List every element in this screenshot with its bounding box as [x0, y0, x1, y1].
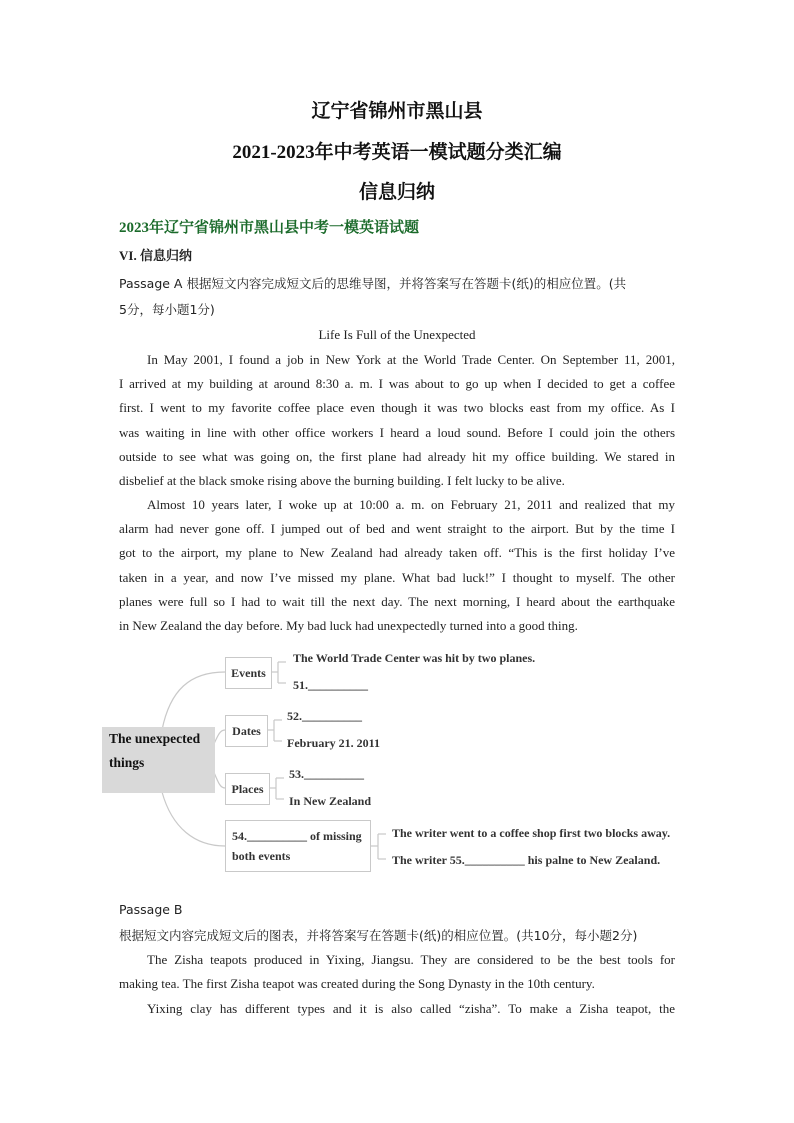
- text-line: I arrived at my building at around 8:30 a. m. I was about to go up when I decided to get a coffee: [119, 376, 675, 392]
- mind-map-root-line: things: [109, 755, 145, 770]
- text-line: The Zisha teapots produced in Yixing, Jiangsu. They are considered to be the best tools for: [147, 952, 675, 967]
- mind-map-node-dates: Dates: [225, 715, 268, 747]
- text-line: disbelief at the black smoke rising above the burning building. I felt lucky to be alive.: [119, 473, 565, 489]
- text-line: alarm had never gone off. I jumped out of bed and went straight to the airport. But by the time I: [119, 521, 675, 537]
- text-line: planes were full so I had to wait till the next day. The next morning, I heard about the earthquake: [119, 593, 675, 609]
- mind-map-blank-52: 52.__________: [287, 709, 362, 723]
- passage-a-instruction-cont: 5分，每小题1分): [119, 302, 215, 317]
- doc-title-region: 辽宁省锦州市黑山县: [311, 101, 483, 122]
- text-line: taken in a year, and now I’ve missed my plane. What bad luck!” I thought to myself. The other: [119, 569, 675, 585]
- text-line: Almost 10 years later, I woke up at 10:00 a. m. on February 21, 2011 and realized that my: [147, 497, 675, 512]
- mind-map-root: [102, 727, 215, 793]
- text-line: Yixing clay has different types and it is also called “zisha”. To make a Zisha teapot, the: [147, 1001, 675, 1016]
- mind-map-blank-51: 51.__________: [293, 678, 368, 692]
- mind-map-node-missing-line: both events: [232, 849, 291, 863]
- passage-b-paragraph-1: [119, 948, 675, 996]
- mind-map-blank-55: The writer 55.__________ his palne to New Zealand.: [392, 853, 661, 867]
- section-heading: 2023年辽宁省锦州市黑山县中考一模英语试题: [119, 220, 420, 236]
- mind-map-leaf: The writer went to a coffee shop first two blocks away.: [392, 826, 671, 840]
- passage-b-instruction: 根据短文内容完成短文后的图表，并将答案写在答题卡(纸)的相应位置。(共10分，每小题2分): [119, 928, 638, 943]
- mind-map-leaf: In New Zealand: [289, 794, 372, 808]
- mind-map-leaf: February 21. 2011: [287, 736, 380, 750]
- mind-map-leaf: The World Trade Center was hit by two planes.: [293, 651, 536, 665]
- passage-a-instruction: Passage A 根据短文内容完成短文后的思维导图，并将答案写在答题卡(纸)的相应位置。(共: [119, 276, 627, 291]
- mind-map-node-events: Events: [225, 657, 272, 689]
- text-line: making tea. The first Zisha teapot was created during the Song Dynasty in the 10th century.: [119, 976, 595, 992]
- text-line: In May 2001, I found a job in New York at the World Trade Center. On September 11, 2001,: [147, 352, 675, 367]
- mind-map-blank-53: 53.__________: [289, 767, 364, 781]
- mind-map-blank-54: 54.__________ of missing: [232, 829, 362, 843]
- passage-a-title: Life Is Full of the Unexpected: [318, 327, 476, 342]
- mind-map-root-line: The unexpected: [109, 731, 201, 746]
- doc-title-topic: 信息归纳: [358, 182, 435, 203]
- text-line: in New Zealand the day before. My bad luck had unexpectedly turned into a good thing.: [119, 618, 578, 634]
- mind-map-node-places: Places: [225, 773, 270, 805]
- text-line: got to the airport, my plane to New Zealand had already taken off. “This is the first holiday I’ve: [119, 545, 675, 561]
- passage-b-paragraph-2: [119, 997, 675, 1021]
- mind-map-node-missing: [225, 820, 371, 872]
- text-line: outside to see what was going on, the first plane had already hit my office building. We stared in: [119, 448, 675, 464]
- text-line: was waiting in line with other office workers I heard a loud sound. Before I could join the others: [119, 424, 675, 440]
- part-label: VI. 信息归纳: [119, 248, 192, 263]
- text-line: first. I went to my favorite coffee place even though it was two blocks east from my office. As I: [119, 400, 675, 416]
- passage-b-label: Passage B: [119, 902, 183, 917]
- doc-title-main: 2021-2023年中考英语一模试题分类汇编: [232, 142, 562, 163]
